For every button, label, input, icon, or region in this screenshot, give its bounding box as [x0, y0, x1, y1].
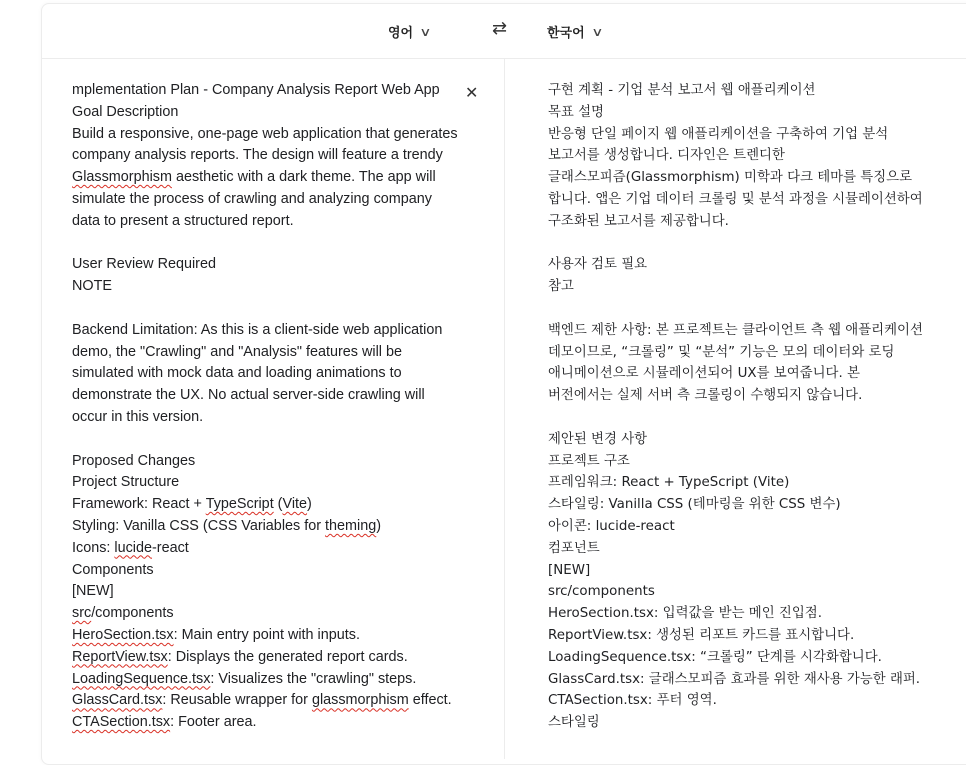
text-line: src/components — [72, 605, 174, 622]
text-line: 합니다. 앱은 기업 데이터 크롤링 및 분석 과정을 시뮬레이션하여 — [548, 191, 923, 207]
text-line: 보고서를 생성합니다. 디자인은 트렌디한 — [548, 148, 785, 164]
text-line: User Review Required — [72, 256, 216, 273]
clear-text-icon[interactable]: ✕ — [465, 85, 479, 102]
text-line: Styling: Vanilla CSS (CSS Variables for theming) — [72, 517, 382, 534]
text-line: 아이콘: lucide-react — [548, 518, 675, 534]
spellcheck-flagged-word[interactable]: GlassCard.tsx — [72, 692, 163, 709]
text-line: CTASection.tsx: 푸터 영역. — [548, 693, 717, 709]
text-line: 사용자 검토 필요 — [548, 257, 648, 273]
text-line: GlassCard.tsx: Reusable wrapper for glassmorphism effect. — [72, 692, 452, 709]
text-line: GlassCard.tsx: 글래스모피즘 효과를 위한 재사용 가능한 래퍼. — [548, 671, 921, 687]
text-line: Components — [72, 561, 154, 578]
text-line: 버전에서는 실제 서버 측 크롤링이 수행되지 않습니다. — [548, 388, 863, 404]
text-line: HeroSection.tsx: 입력값을 받는 메인 진입점. — [548, 606, 822, 622]
text-line: Framework: React + TypeScript (Vite) — [72, 496, 312, 513]
text-line: 참고 — [548, 279, 574, 295]
text-line: 백엔드 제한 사항: 본 프로젝트는 클라이언트 측 웹 애플리케이션 — [548, 322, 923, 338]
text-line: 스타일링: Vanilla CSS (테마링을 위한 CSS 변수) — [548, 497, 841, 513]
text-line: 구조화된 보고서를 제공합니다. — [548, 213, 729, 229]
spellcheck-flagged-word[interactable]: ReportView.tsx — [72, 648, 168, 665]
text-line: LoadingSequence.tsx: Visualizes the "crawling" steps. — [72, 670, 417, 687]
text-line: 데모이므로, “크롤링” 및 “분석” 기능은 모의 데이터와 로딩 — [548, 344, 895, 360]
text-line — [548, 233, 966, 255]
target-language-select[interactable] — [547, 22, 604, 41]
source-language-label: 영어 — [388, 25, 414, 40]
text-line: [NEW] — [548, 562, 591, 578]
text-line: Icons: lucide-react — [72, 539, 189, 556]
text-line: Backend Limitation: As this is a client-side web application — [72, 321, 443, 338]
text-line: 애니메이션으로 시뮬레이션되어 UX를 보여줍니다. 본 — [548, 366, 860, 382]
text-line: 스타일링 — [548, 715, 600, 731]
text-line: Proposed Changes — [72, 452, 196, 469]
text-line: occur in this version. — [72, 408, 204, 425]
text-line: NOTE — [72, 278, 112, 295]
spellcheck-flagged-word[interactable]: glassmorphism — [311, 692, 409, 709]
spellcheck-flagged-word[interactable]: Vite — [282, 496, 308, 513]
swap-languages-icon[interactable]: ⇄ — [492, 18, 508, 38]
text-line: Project Structure — [72, 474, 180, 491]
target-language-label: 한국어 — [547, 25, 585, 40]
translation-output — [548, 80, 966, 734]
text-line: simulated with mock data and loading animations to — [72, 365, 402, 382]
chevron-down-icon: ∨ — [590, 24, 604, 39]
text-line: 글래스모피즘(Glassmorphism) 미학과 다크 테마를 특징으로 — [548, 170, 913, 186]
text-line: 제안된 변경 사항 — [548, 431, 648, 447]
text-line: HeroSection.tsx: Main entry point with inputs. — [72, 626, 360, 643]
spellcheck-flagged-word[interactable]: LoadingSequence.tsx — [72, 670, 211, 687]
text-line — [548, 407, 966, 429]
spellcheck-flagged-word[interactable]: src — [72, 605, 92, 622]
text-line: src/components — [548, 584, 655, 600]
text-line: 프레임워크: React + TypeScript (Vite) — [548, 475, 790, 491]
text-line: 컴포넌트 — [548, 540, 600, 556]
spellcheck-flagged-word[interactable]: TypeScript — [205, 496, 274, 513]
spellcheck-flagged-word[interactable]: CTASection.tsx — [72, 714, 171, 731]
text-line: ReportView.tsx: Displays the generated report cards. — [72, 648, 408, 665]
text-line: 구현 계획 - 기업 분석 보고서 웹 애플리케이션 — [548, 83, 816, 98]
chevron-down-icon: ∨ — [419, 24, 432, 39]
text-line: 반응형 단일 페이지 웹 애플리케이션을 구축하여 기업 분석 — [548, 126, 889, 142]
text-line: 목표 설명 — [548, 104, 604, 120]
spellcheck-flagged-word[interactable]: HeroSection.tsx — [72, 626, 174, 643]
spellcheck-flagged-word[interactable]: lucide — [114, 539, 153, 556]
translator-card — [41, 3, 966, 765]
text-line — [72, 429, 452, 451]
source-text-input[interactable] — [72, 80, 458, 734]
text-line: Glassmorphism aesthetic with a dark theme. The app will — [72, 169, 436, 186]
spellcheck-flagged-word[interactable]: Glassmorphism — [72, 169, 172, 186]
text-line — [72, 298, 452, 320]
text-line: [NEW] — [72, 583, 114, 600]
text-line — [548, 298, 966, 320]
language-bar — [42, 4, 966, 59]
source-language-select[interactable] — [388, 22, 430, 41]
text-line: demonstrate the UX. No actual server-side crawling will — [72, 387, 425, 404]
text-line: company analysis reports. The design will feature a trendy — [72, 147, 443, 164]
text-line: 프로젝트 구조 — [548, 453, 630, 469]
text-line: data to present a structured report. — [72, 212, 294, 229]
spellcheck-flagged-word[interactable]: theming — [325, 517, 377, 534]
text-line: demo, the "Crawling" and "Analysis" features will be — [72, 343, 402, 360]
text-line: Build a responsive, one-page web application that generates — [72, 125, 458, 142]
text-line: CTASection.tsx: Footer area. — [72, 714, 257, 731]
text-line: simulate the process of crawling and analyzing company — [72, 190, 432, 207]
text-line — [72, 233, 452, 255]
text-line: mplementation Plan - Company Analysis Report Web App — [72, 82, 440, 98]
text-line: Goal Description — [72, 103, 179, 120]
text-line: ReportView.tsx: 생성된 리포트 카드를 표시합니다. — [548, 627, 855, 643]
pane-divider — [504, 59, 505, 759]
text-line: LoadingSequence.tsx: “크롤링” 단계를 시각화합니다. — [548, 649, 882, 665]
